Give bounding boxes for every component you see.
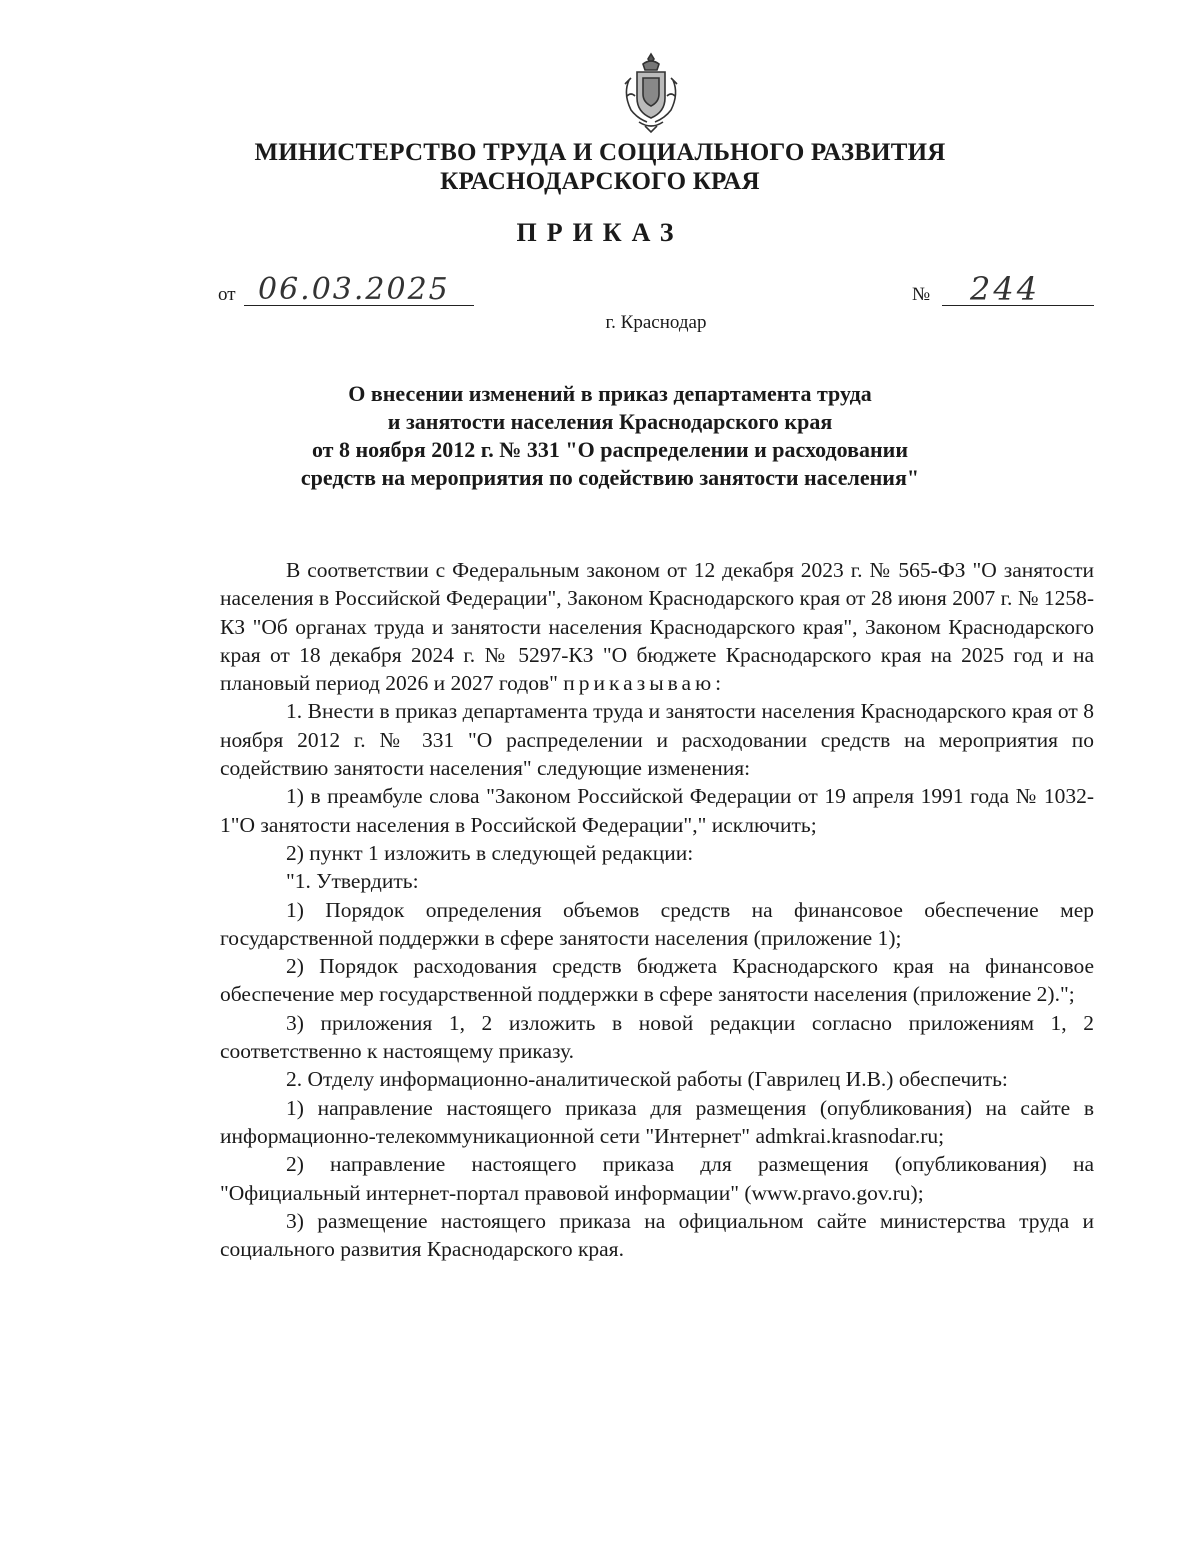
paragraph-approve: "1. Утвердить:	[286, 869, 419, 894]
paragraph-approve-1: 1) Порядок определения объемов средств на финансовое обеспечение мер государственной поддержки в сфере занятости населения (приложение 1);	[220, 897, 1094, 950]
date-value: 06.03.2025	[258, 272, 450, 307]
paragraph-1: 1. Внести в приказ департамента труда и занятости населения Краснодарского края от 8 ноября 2012 г. № 331 "О распределении и расходовании средств на мероприятия по содействию занятости населения" следующие изменения:	[220, 699, 1094, 781]
subject-line-4: средств на мероприятия по содействию занятости населения"	[300, 465, 920, 490]
ministry-line-1: МИНИСТЕРСТВО ТРУДА И СОЦИАЛЬНОГО РАЗВИТИЯ	[254, 139, 946, 166]
paragraph-1-1: 1) в преамбуле слова "Законом Российской Федерации от 19 апреля 1991 года № 1032-1"О занятости населения в Российской Федерации"," исключить;	[220, 784, 1094, 837]
order-title: ПРИКАЗ	[516, 218, 684, 247]
ministry-name	[0, 138, 1200, 196]
order-body	[220, 556, 1094, 1263]
paragraph-1-3: 3) приложения 1, 2 изложить в новой редакции согласно приложениям 1, 2 соответственно к настоящему приказу.	[220, 1010, 1094, 1064]
paragraph-2-3: 3) размещение настоящего приказа на официальном сайте министерства труда и социального развития Краснодарского края.	[220, 1208, 1094, 1262]
paragraph-1-2: 2) пункт 1 изложить в следующей редакции:	[286, 840, 694, 865]
subject-line-3: от 8 ноября 2012 г. № 331 "О распределении и расходовании	[311, 437, 909, 462]
paragraph-preamble	[220, 556, 1094, 697]
preamble-text: В соответствии с Федеральным законом от 12 декабря 2023 г. № 565-ФЗ "О занятости населения в Российской Федерации", Законом Краснодарского края от 28 июня 2007 г. № 1258-КЗ "Об органах труда и занятости населения Краснодарского края", Законом Краснодарского края от 18 декабря 2024 г. № 5297-КЗ "О бюджете Краснодарского края на 2025 год и на плановый период 2026 и 2027 годов"	[220, 558, 1094, 696]
city: г. Краснодар	[605, 312, 707, 333]
date-label: от	[218, 284, 236, 305]
preamble-verb: приказываю:	[563, 671, 726, 696]
coat-of-arms-icon	[619, 50, 683, 134]
paragraph-2: 2. Отделу информационно-аналитической работы (Гаврилец И.В.) обеспечить:	[286, 1067, 1008, 1092]
number-value: 244	[970, 270, 1041, 308]
paragraph-approve-2: 2) Порядок расходования средств бюджета Краснодарского края на финансовое обеспечение мер государственной поддержки в сфере занятости населения (приложение 2).";	[220, 954, 1094, 1007]
number-label: №	[912, 284, 931, 305]
ministry-line-2: КРАСНОДАРСКОГО КРАЯ	[440, 168, 760, 195]
paragraph-2-2: 2) направление настоящего приказа для размещения (опубликования) на "Официальный интернет-портал правовой информации" (www.pravo.gov.ru);	[220, 1152, 1094, 1205]
order-subject	[0, 380, 1200, 492]
subject-line-2: и занятости населения Краснодарского края	[387, 409, 833, 434]
subject-line-1: О внесении изменений в приказ департамента труда	[348, 381, 872, 406]
paragraph-2-1: 1) направление настоящего приказа для размещения (опубликования) на сайте в информационно-телекоммуникационной сети "Интернет" admkrai.krasnodar.ru;	[220, 1095, 1094, 1148]
date-number-row	[218, 270, 1098, 310]
